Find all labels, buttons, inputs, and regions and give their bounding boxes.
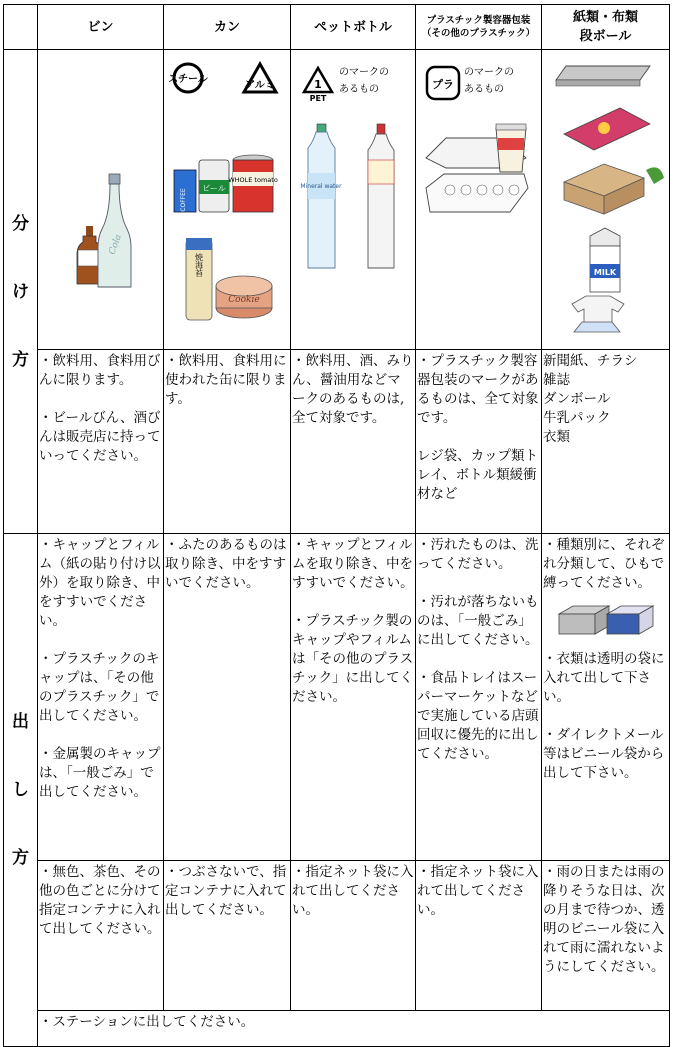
pet-mark-row: [299, 64, 415, 103]
svg-text:COFFEE: COFFEE: [180, 188, 187, 212]
header-plastic-line1: プラスチック製容器包装: [426, 15, 531, 26]
prep-pet: ・キャップとフィルムを取り除き、中をすすいでください。 ・プラスチック製のキャップやフィルムは「その他のプラスチック」に出してください。: [291, 534, 416, 861]
pet-recycle-mark-icon: [299, 64, 333, 103]
pet-mark-text1: のマークの: [339, 67, 389, 78]
milk-carton-icon: [590, 228, 620, 292]
plastic-illustration-cell: [416, 50, 542, 350]
header-can: カン: [164, 5, 291, 50]
header-paper: [542, 5, 670, 50]
sort-pet: ・飲料用、酒、みりん、醤油用などマークのあるものは,全て対象です。: [291, 350, 416, 534]
put-pet: ・指定ネット袋に入れて出してください。: [291, 861, 416, 1011]
sort-paper: 新聞紙、チラシ 雑誌 ダンボール 牛乳パック 衣類: [542, 350, 670, 534]
cardboard-icon: [564, 164, 664, 214]
header-pet: ペットボトル: [291, 5, 416, 50]
station-note: ・ステーションに出してください。: [38, 1011, 670, 1047]
cookie-tin-icon: [216, 276, 272, 318]
recycling-table: [3, 4, 670, 1047]
steel-mark-icon: [168, 64, 209, 92]
svg-text:MILK: MILK: [593, 268, 617, 277]
prep-paper: ・種類別に、それぞれ分類して、ひもで縛ってください。 ・衣類は透明の袋に入れて出して下さい。 ・ダイレクトメール等はビニール袋から出して下さい。: [542, 534, 670, 861]
header-plastic-line2: （その他のプラスチック）: [421, 28, 536, 39]
side-label-sort: [4, 50, 38, 534]
cola-label: Cola: [107, 233, 124, 257]
magazine-icon: [564, 108, 650, 150]
soy-sauce-bottle-icon: [368, 124, 394, 268]
beer-can-icon: [199, 160, 229, 212]
svg-text:PET: PET: [309, 94, 327, 103]
pet-bottles-illustration: [291, 98, 416, 328]
put-row: [4, 861, 670, 1011]
tomato-can-icon: [228, 155, 278, 212]
svg-text:プラ: プラ: [432, 78, 454, 91]
clothes-icon: [572, 296, 624, 332]
plastic-recycle-mark-icon: [424, 64, 458, 98]
svg-text:ビール: ビール: [202, 184, 226, 193]
plastic-mark-row: [424, 64, 541, 98]
svg-text:1: 1: [314, 78, 322, 91]
cup-noodle-icon: [496, 124, 526, 172]
put-can: ・つぶさないで、指定コンテナに入れて出してください。: [164, 861, 291, 1011]
cans-illustration: [164, 50, 291, 335]
paper-illustration-cell: [542, 50, 670, 350]
newspaper-bundle-icon: [556, 66, 650, 86]
sort-plastic: ・プラスチック製容器包装のマークがあるものは、全て対象です。 レジ袋、カップ類トレイ、ボトル類緩衝材など: [416, 350, 542, 534]
header-paper-line1: 紙類・布類: [572, 10, 638, 25]
svg-text:Cookie: Cookie: [228, 295, 260, 305]
plastic-items-illustration: [416, 98, 542, 328]
tea-canister-icon: [186, 238, 212, 320]
side-label-put-out: [4, 534, 38, 1047]
sort-can: ・飲料用、食料用に使われた缶に限ります。: [164, 350, 291, 534]
aluminum-mark-icon: [244, 64, 276, 92]
side-char: 分: [12, 213, 29, 234]
svg-text:WHOLE tomato: WHOLE tomato: [228, 176, 278, 184]
bin-illustration-cell: [38, 50, 164, 350]
corner-cell: [4, 5, 38, 50]
paper-items-illustration: [542, 50, 670, 335]
plastic-mark-text1: のマークの: [464, 67, 514, 78]
put-paper: ・雨の日または雨の降りそうな日は、次の月まで待つか、透明のビニール袋に入れて雨に濡れないようにしてください。: [542, 861, 670, 1011]
side-char: し: [12, 780, 29, 800]
bundled-papers-icon: [555, 602, 655, 638]
steel-mark-label: スチール: [168, 74, 208, 85]
prep-plastic: ・汚れたものは、洗ってください。 ・汚れが落ちないものは、「一般ごみ」に出してください。 ・食品トレイはスーパーマーケットなどで実施している店頭回収に優先的に出してください。: [416, 534, 542, 861]
svg-text:焼海苔: 焼海苔: [194, 253, 204, 277]
water-bottle-icon: [300, 124, 342, 268]
svg-text:Mineral water: Mineral water: [300, 183, 342, 190]
glass-bottle-icon: [98, 174, 131, 287]
prep-bin: ・キャップとフィルム（紙の貼り付け以外）を取り除き、中をすすいでください。 ・プラスチックのキャップは、「その他のプラスチック」で出してください。 ・金属製のキャップは、「一般ごみ」で出してください。: [38, 534, 164, 861]
station-row: [4, 1011, 670, 1047]
side-char: 出: [12, 712, 29, 732]
bottles-illustration: [38, 50, 164, 335]
header-paper-line2: 段ボール: [579, 29, 632, 44]
pet-illustration-cell: [291, 50, 416, 350]
plastic-mark-text2: あるもの: [464, 84, 504, 95]
prep-can: ・ふたのあるものは取り除き、中をすすいでください。: [164, 534, 291, 861]
egg-carton-icon: [426, 174, 528, 212]
aluminum-mark-label: アルミ: [245, 80, 275, 91]
coffee-can-icon: [174, 170, 196, 212]
side-char: 方: [12, 848, 29, 868]
pet-mark-text2: あるもの: [339, 84, 379, 95]
sort-row: [4, 350, 670, 534]
sort-bin: ・飲料用、食料用びんに限ります。 ・ビールびん、酒びんは販売店に持っていってください。: [38, 350, 164, 534]
header-bin: ビン: [38, 5, 164, 50]
prep-row: [4, 534, 670, 861]
can-illustration-cell: [164, 50, 291, 350]
pictures-row: [4, 50, 670, 350]
header-plastic: [416, 5, 542, 50]
put-bin: ・無色、茶色、その他の色ごとに分けて指定コンテナに入れて出してください。: [38, 861, 164, 1011]
side-char: け: [12, 281, 29, 302]
put-plastic: ・指定ネット袋に入れて出してください。: [416, 861, 542, 1011]
side-char: 方: [12, 349, 29, 370]
header-row: [4, 5, 670, 50]
